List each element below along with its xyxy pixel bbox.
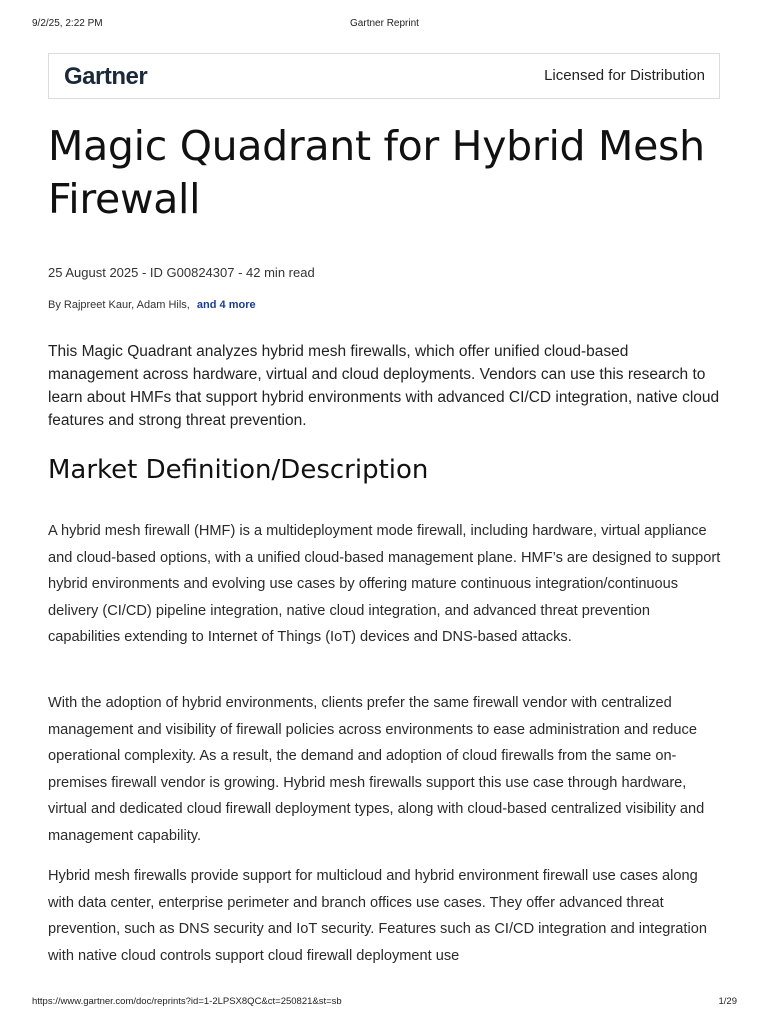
page-number: 1/29 [718,996,737,1007]
paragraph: A hybrid mesh firewall (HMF) is a multideployment mode firewall, including hardware, virtual appliance and cloud-based options, with a unified cloud-based management plane. HMF’s are designed to support hybrid environments and evolving use cases by offering mature continuous integration/continuous delivery (CI/CD) pipeline integration, native cloud integration, and advanced threat prevention capabilities extending to Internet of Things (IoT) devices and DNS-based attacks. [48,523,721,645]
author-names: By Rajpreet Kaur, Adam Hils, [48,299,190,311]
gartner-logo[interactable]: Gartner [64,63,148,90]
print-date: 9/2/25, 2:22 PM [32,18,103,29]
document-title: Magic Quadrant for Hybrid Mesh Firewall [48,122,705,223]
more-authors-link[interactable]: and 4 more [196,299,256,311]
license-banner [48,53,720,99]
print-title: Gartner Reprint [350,18,419,29]
print-url: https://www.gartner.com/doc/reprints?id=1-2LPSX8QC&ct=250821&st=sb [32,996,342,1007]
document-meta: 25 August 2025 - ID G00824307 - 42 min read [48,265,315,280]
document-summary: This Magic Quadrant analyzes hybrid mesh firewalls, which offer unified cloud-based management across hardware, virtual and cloud deployments. Vendors can use this research to learn about HMFs that support hybrid environments with advanced CI/CD integration, native cloud features and strong threat prevention. [48,343,720,429]
author-line [48,299,256,311]
section-heading: Market Definition/Description [48,455,429,485]
paragraph: With the adoption of hybrid environments, clients prefer the same firewall vendor with centralized management and visibility of firewall policies across environments to ease administration and reduce operational complexity. As a result, the demand and adoption of cloud firewalls from the same on-premises firewall vendor is growing. Hybrid mesh firewalls support this use case through hardware, virtual and dedicated cloud firewall deployment types, along with cloud-based centralized visibility and management capability. [48,695,705,844]
license-label: Licensed for Distribution [544,67,705,84]
paragraph: Hybrid mesh firewalls provide support for multicloud and hybrid environment firewall use cases along with data center, enterprise perimeter and branch offices use cases. They offer advanced threat prevention, such as DNS security and IoT security. Features such as CI/CD integration and integration with native cloud controls support cloud firewall deployment use [48,868,707,964]
